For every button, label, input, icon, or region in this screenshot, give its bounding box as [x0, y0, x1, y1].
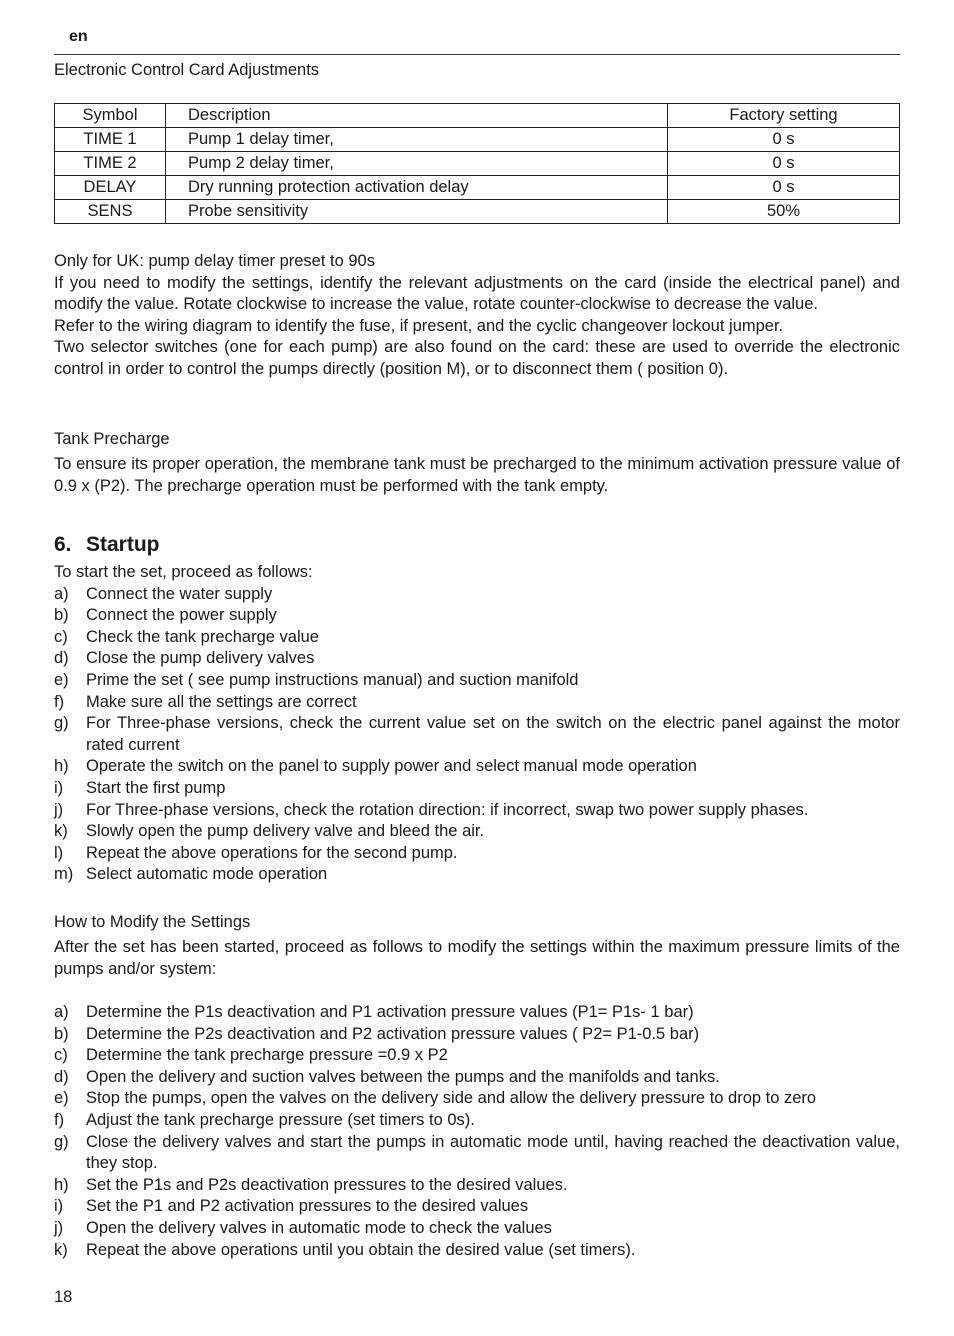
- list-item: [54, 627, 900, 649]
- header-rule: [54, 54, 900, 55]
- step-letter: i): [54, 778, 64, 797]
- cell-description: Probe sensitivity: [166, 200, 668, 224]
- step-text: Set the P1s and P2s deactivation pressures to the desired values.: [86, 1175, 568, 1194]
- step-text: Make sure all the settings are correct: [86, 692, 357, 711]
- step-text: Stop the pumps, open the valves on the delivery side and allow the delivery pressure to drop to zero: [86, 1089, 817, 1108]
- step-letter: k): [54, 1240, 68, 1259]
- cell-description: Dry running protection activation delay: [166, 176, 668, 200]
- list-item: [54, 670, 900, 692]
- modify-steps: [54, 1002, 900, 1261]
- settings-table: [54, 103, 900, 224]
- step-letter: h): [54, 1175, 69, 1194]
- table-row: [55, 152, 900, 176]
- step-letter: a): [54, 1003, 69, 1021]
- tank-precharge-heading: Tank Precharge: [54, 430, 170, 448]
- language-code: en: [69, 28, 88, 45]
- list-item: [54, 800, 900, 822]
- step-text: Select automatic mode operation: [86, 865, 328, 884]
- tank-precharge-paragraph: To ensure its proper operation, the membrane tank must be precharged to the minimum activation pressure value of 0.9 x (P2). The precharge operation must be performed with the tank empty.: [54, 455, 900, 495]
- step-letter: f): [54, 692, 65, 711]
- tank-precharge-text: [54, 454, 900, 497]
- modify-settings-section: [54, 1002, 900, 1261]
- step-letter: j): [54, 1218, 64, 1237]
- modify-settings-heading: How to Modify the Settings: [54, 913, 251, 931]
- cell-factory-setting: 0 s: [668, 152, 900, 176]
- header-symbol: Symbol: [55, 104, 166, 128]
- startup-heading: [54, 533, 160, 557]
- list-item: [54, 605, 900, 627]
- list-item: [54, 584, 900, 606]
- cell-symbol: TIME 2: [55, 152, 166, 176]
- step-letter: m): [54, 865, 74, 884]
- step-letter: e): [54, 1089, 69, 1108]
- intro-paragraph: Two selector switches (one for each pump) are also found on the card: these are used to override the electronic control in order to control the pumps directly (position M), or to disconnect them ( position 0).: [54, 338, 900, 378]
- step-text: Slowly open the pump delivery valve and bleed the air.: [86, 822, 485, 841]
- list-item: [54, 1240, 900, 1262]
- section-heading: Electronic Control Card Adjustments: [54, 61, 320, 79]
- list-item: [54, 864, 900, 886]
- step-text: Close the pump delivery valves: [86, 649, 315, 668]
- step-letter: e): [54, 670, 69, 689]
- step-text: Adjust the tank precharge pressure (set timers to 0s).: [86, 1110, 475, 1129]
- step-text: Check the tank precharge value: [86, 627, 319, 646]
- step-letter: b): [54, 606, 69, 625]
- step-letter: d): [54, 649, 69, 668]
- intro-text: [54, 251, 900, 381]
- startup-title: Startup: [86, 533, 160, 556]
- cell-factory-setting: 0 s: [668, 128, 900, 152]
- intro-paragraph: Only for UK: pump delay timer preset to 90s: [54, 252, 375, 270]
- step-text: Operate the switch on the panel to supply power and select manual mode operation: [86, 757, 697, 776]
- list-item: [54, 1002, 900, 1024]
- list-item: [54, 756, 900, 778]
- modify-settings-lead: [54, 937, 900, 980]
- startup-steps: [54, 584, 900, 886]
- step-letter: c): [54, 1046, 68, 1065]
- table-row: [55, 128, 900, 152]
- step-text: Determine the P2s deactivation and P2 activation pressure values ( P2= P1-0.5 bar): [86, 1024, 700, 1043]
- list-item: [54, 1088, 900, 1110]
- step-letter: h): [54, 757, 69, 776]
- list-item: [54, 821, 900, 843]
- step-text: Open the delivery and suction valves between the pumps and the manifolds and tanks.: [86, 1067, 720, 1086]
- list-item: [54, 1196, 900, 1218]
- step-letter: g): [54, 714, 69, 733]
- step-letter: a): [54, 584, 69, 603]
- step-text: Prime the set ( see pump instructions manual) and suction manifold: [86, 670, 579, 689]
- list-item: [54, 713, 900, 756]
- step-text: Repeat the above operations for the second pump.: [86, 843, 458, 862]
- list-item: [54, 1045, 900, 1067]
- step-text: Connect the water supply: [86, 584, 273, 603]
- cell-factory-setting: 50%: [668, 200, 900, 224]
- header-factory-setting: Factory setting: [668, 104, 900, 128]
- step-text: Close the delivery valves and start the pumps in automatic mode until, having reached the deactivation value, they stop.: [86, 1132, 900, 1173]
- step-letter: c): [54, 627, 68, 646]
- list-item: [54, 1024, 900, 1046]
- step-text: Connect the power supply: [86, 606, 277, 625]
- cell-symbol: SENS: [55, 200, 166, 224]
- step-text: Determine the tank precharge pressure =0.9 x P2: [86, 1046, 448, 1065]
- step-text: For Three-phase versions, check the current value set on the switch on the electric panel against the motor rated current: [86, 714, 900, 754]
- step-text: Set the P1 and P2 activation pressures to the desired values: [86, 1197, 529, 1216]
- step-text: Repeat the above operations until you obtain the desired value (set timers).: [86, 1240, 636, 1259]
- cell-symbol: DELAY: [55, 176, 166, 200]
- page-number: 18: [54, 1288, 73, 1306]
- step-text: Open the delivery valves in automatic mode to check the values: [86, 1218, 552, 1237]
- list-item: [54, 1067, 900, 1089]
- table-row: [55, 176, 900, 200]
- cell-description: Pump 2 delay timer,: [166, 152, 668, 176]
- list-item: [54, 1132, 900, 1175]
- step-text: Determine the P1s deactivation and P1 activation pressure values (P1= P1s- 1 bar): [86, 1003, 694, 1021]
- list-item: [54, 1175, 900, 1197]
- step-letter: g): [54, 1132, 69, 1151]
- startup-number: 6.: [54, 533, 72, 556]
- step-letter: b): [54, 1024, 69, 1043]
- list-item: [54, 648, 900, 670]
- list-item: [54, 692, 900, 714]
- step-letter: j): [54, 800, 64, 819]
- cell-description: Pump 1 delay timer,: [166, 128, 668, 152]
- list-item: [54, 1218, 900, 1240]
- header-description: Description: [166, 104, 668, 128]
- step-letter: k): [54, 822, 68, 841]
- step-text: Start the first pump: [86, 778, 226, 797]
- modify-lead-paragraph: After the set has been started, proceed as follows to modify the settings within the maximum pressure limits of the pumps and/or system:: [54, 938, 900, 978]
- list-item: [54, 843, 900, 865]
- step-letter: f): [54, 1110, 65, 1129]
- step-letter: l): [54, 843, 64, 862]
- cell-symbol: TIME 1: [55, 128, 166, 152]
- startup-lead: To start the set, proceed as follows:: [54, 563, 313, 581]
- list-item: [54, 778, 900, 800]
- step-letter: i): [54, 1197, 64, 1216]
- intro-paragraph: If you need to modify the settings, identify the relevant adjustments on the card (inside the electrical panel) and modify the value. Rotate clockwise to increase the value, rotate counter-clockwise to decrease the value.: [54, 273, 900, 314]
- step-letter: d): [54, 1067, 69, 1086]
- list-item: [54, 1110, 900, 1132]
- startup-section: [54, 562, 900, 886]
- table-header-row: [55, 104, 900, 128]
- step-text: For Three-phase versions, check the rotation direction: if incorrect, swap two power supply phases.: [86, 800, 809, 819]
- table-row: [55, 200, 900, 224]
- cell-factory-setting: 0 s: [668, 176, 900, 200]
- intro-paragraph: Refer to the wiring diagram to identify the fuse, if present, and the cyclic changeover lockout jumper.: [54, 316, 784, 335]
